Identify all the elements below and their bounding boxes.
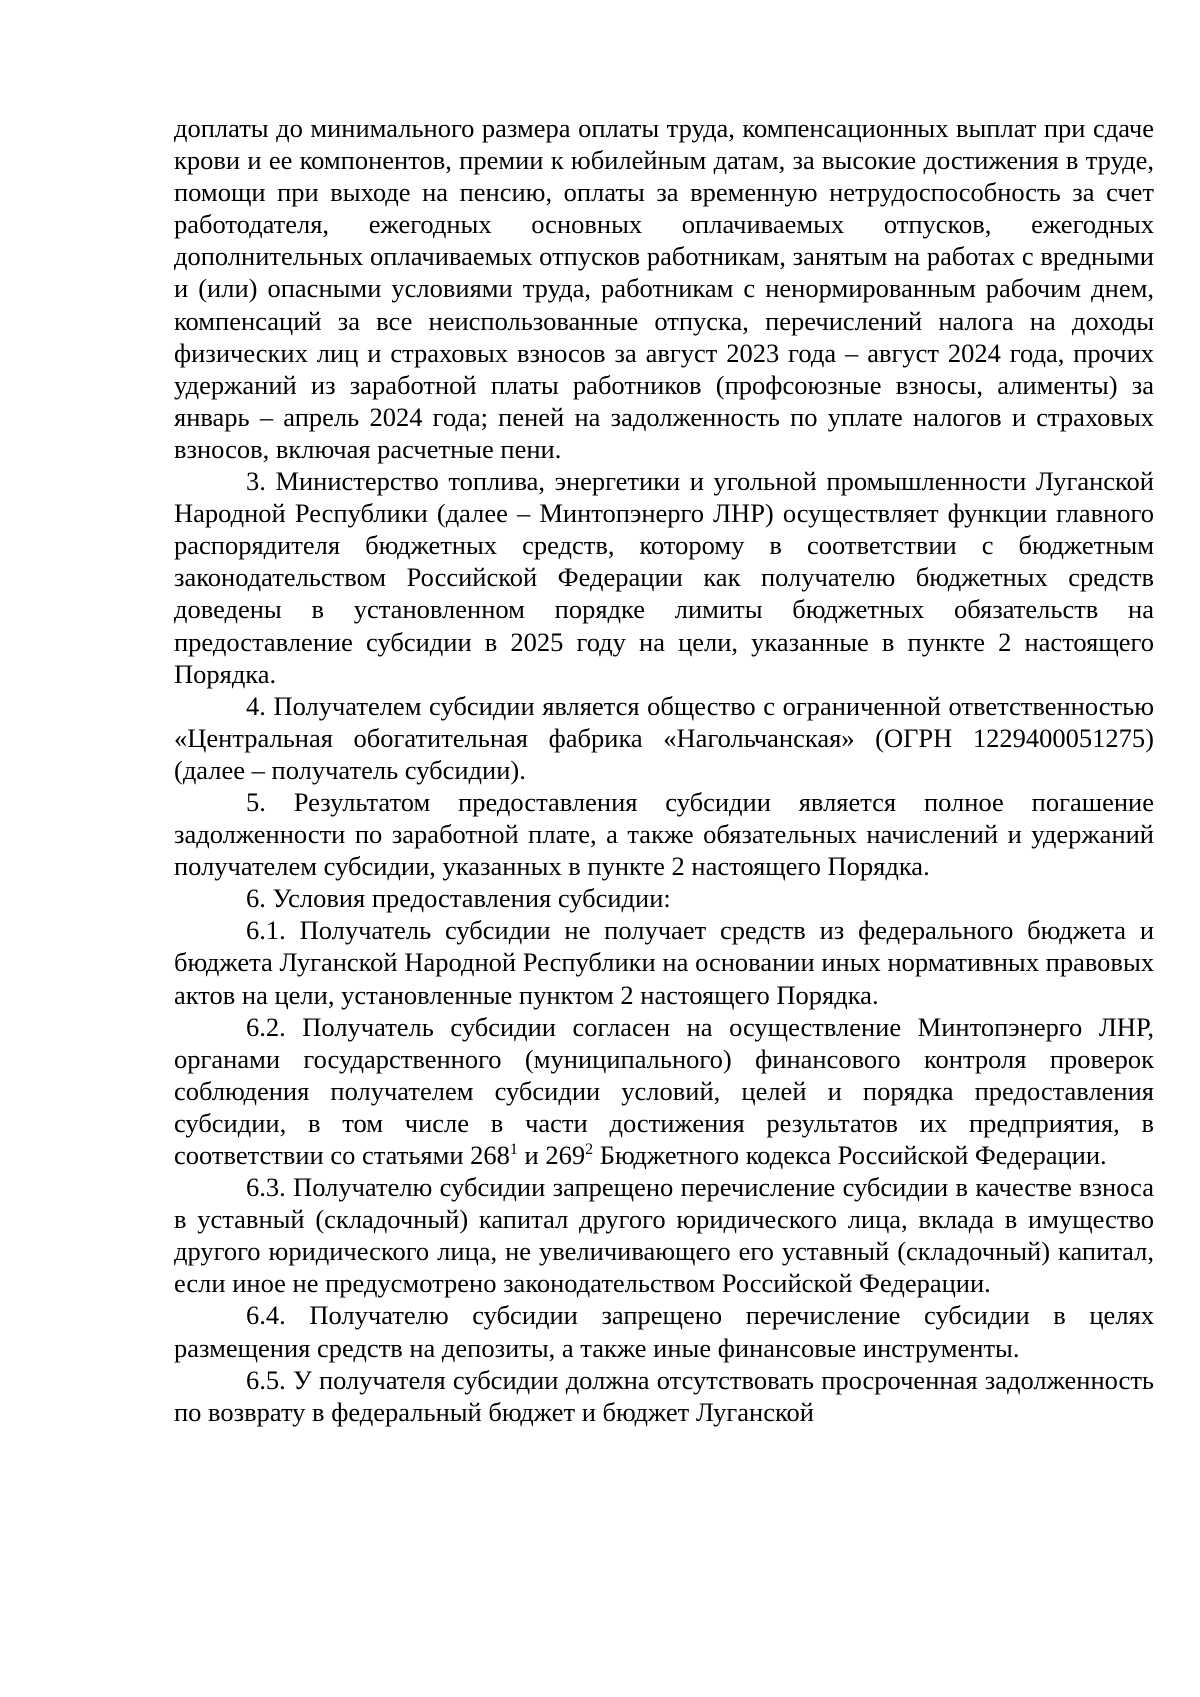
paragraph-6-3: 6.3. Получателю субсидии запрещено перечисление субсидии в качестве взноса в уставный (складочный) капитал другого юридического лица, вклада в имущество другого юридического лица, не увеличивающего его уставный (складочный) капитал, если иное не предусмотрено законодательством Российской Федерации.: [174, 1172, 1154, 1299]
document-body: [174, 112, 1154, 1428]
paragraph-continuation: доплаты до минимального размера оплаты труда, компенсационных выплат при сдаче крови и ее компонентов, премии к юбилейным датам, за высокие достижения в труде, помощи при выходе на пенсию, оплаты за временную нетрудоспособность за счет работодателя, ежегодных основных оплачиваемых отпусков, ежегодных дополнительных оплачиваемых отпусков работникам, занятым на работах с вредными и (или) опасными условиями труда, работникам с ненормированным рабочим днем, компенсаций за все неиспользованные отпуска, перечислений налога на доходы физических лиц и страховых взносов за август 2023 года – август 2024 года, прочих удержаний из заработной платы работников (профсоюзные взносы, алименты) за январь – апрель 2024 года; пеней на задолженность по уплате налогов и страховых взносов, включая расчетные пени.: [174, 113, 1154, 464]
paragraph-5: 5. Результатом предоставления субсидии является полное погашение задолженности по заработной плате, а также обязательных начислений и удержаний получателем субсидии, указанных в пункте 2 настоящего Порядка.: [174, 786, 1154, 882]
paragraph-6-2-text-before: 6.2. Получатель субсидии согласен на осуществление Минтопэнерго ЛНР, органами государственного (муниципального) финансового контроля проверок соблюдения получателем субсидии условий, целей и порядка предоставления субсидии, в том числе в части достижения результатов их предприятия, в соответствии со статьями 268: [174, 1011, 1154, 1170]
superscript-article-268: 1: [509, 1141, 518, 1159]
paragraph-6-1: 6.1. Получатель субсидии не получает средств из федерального бюджета и бюджета Луганской Народной Республики на основании иных нормативных правовых актов на цели, установленные пунктом 2 настоящего Порядка.: [174, 915, 1154, 1010]
paragraph-3: 3. Министерство топлива, энергетики и угольной промышленности Луганской Народной Республики (далее – Минтопэнерго ЛНР) осуществляет функции главного распорядителя бюджетных средств, которому в соответствии с бюджетным законодательством Российской Федерации как получателю бюджетных средств доведены в установленном порядке лимиты бюджетных обязательств на предоставление субсидии в 2025 году на цели, указанные в пункте 2 настоящего Порядка.: [174, 466, 1154, 689]
paragraph-4: 4. Получателем субсидии является общество с ограниченной ответственностью «Центральная обогатительная фабрика «Нагольчанская» (ОГРН 1229400051275) (далее – получатель субсидии).: [174, 690, 1154, 785]
paragraph-6-4: 6.4. Получателю субсидии запрещено перечисление субсидии в целях размещения средств на депозиты, а также иные финансовые инструменты.: [174, 1300, 1154, 1363]
paragraph-6: 6. Условия предоставления субсидии:: [246, 883, 671, 914]
paragraph-6-5: 6.5. У получателя субсидии должна отсутствовать просроченная задолженность по возврату в федеральный бюджет и бюджет Луганской: [174, 1364, 1154, 1427]
superscript-article-269: 2: [585, 1141, 594, 1159]
paragraph-6-2: [174, 1011, 1154, 1171]
paragraph-6-2-text-after: Бюджетного кодекса Российской Федерации.: [593, 1140, 1107, 1170]
paragraph-6-2-text-middle: и 269: [517, 1140, 586, 1170]
